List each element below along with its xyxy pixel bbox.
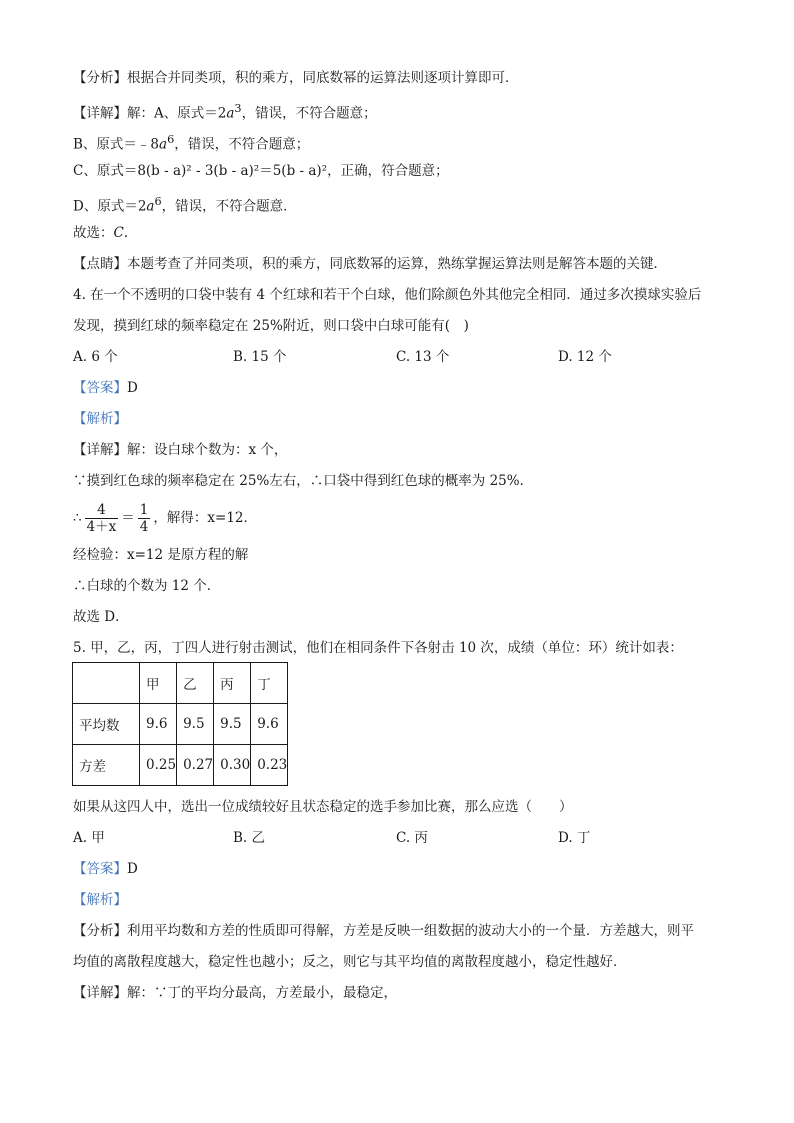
analysis-tag: 【分析】: [73, 70, 127, 86]
analysis-line: [73, 68, 519, 88]
table-cell: 0.25: [140, 745, 177, 786]
q5-detail-line: 【详解】解：∵丁的平均分最高，方差最小，最稳定，: [73, 985, 397, 1001]
q4-detail-line1: 【详解】解：设白球个数为：x 个，: [73, 442, 288, 458]
q5-analysis-line1: 【分析】利用平均数和方差的性质即可得解，方差是反映一组数据的波动大小的一个量．方差越大，则平: [73, 923, 694, 939]
table-cell: 0.23: [251, 745, 288, 786]
q4-option-c: C. 13 个: [396, 349, 450, 365]
q4-explain-tag: 【解析】: [73, 411, 127, 427]
q4-detail-line2: ∵摸到红色球的频率稳定在 25%左右，∴口袋中得到红色球的概率为 25%．: [73, 473, 534, 489]
q4-answer-line: [73, 378, 138, 398]
fraction-left: $\frac{4}{4+x}$: [86, 502, 117, 535]
q4-option-d: D. 12 个: [558, 349, 612, 365]
q4-answer-tag: 【答案】: [73, 380, 127, 396]
table-header-cell: 丙: [214, 663, 251, 704]
q5-option-d: D. 丁: [558, 830, 591, 846]
detail-line-b: B、原式$=﹣8a^6$，错误，不符合题意；: [73, 133, 310, 153]
table-header-cell: 甲: [140, 663, 177, 704]
q4-answer: D: [127, 380, 138, 396]
table-header-row: [73, 663, 288, 704]
table-cell: 0.27: [177, 745, 214, 786]
table-row-label: 平均数: [73, 704, 140, 745]
table-header-cell: 乙: [177, 663, 214, 704]
q5-analysis-line2: 均值的离散程度越大，稳定性也越小；反之，则它与其平均值的离散程度越小，稳定性越好．: [73, 954, 627, 970]
q5-question: 如果从这四人中，选出一位成绩较好且状态稳定的选手参加比赛，那么应选（ ）: [73, 799, 573, 815]
q5-explain-tag: 【解析】: [73, 892, 127, 908]
comment-tag: 【点睛】: [73, 256, 127, 272]
table-row: [73, 704, 288, 745]
table-header-cell: 丁: [251, 663, 288, 704]
table-row: [73, 745, 288, 786]
detail-tag: 【详解】: [73, 105, 127, 122]
choose-line: 故选：C．: [73, 225, 138, 241]
detail-line-c: C、原式＝8(b - a)² - 3(b - a)²＝5(b - a)²，正确，符合题意；: [73, 163, 449, 179]
table-cell: 9.5: [177, 704, 214, 745]
detail-line-d: D、原式$=2a^6$，错误，不符合题意．: [73, 195, 297, 215]
q4-equation: ∴ $\frac{4}{4+x}$ ＝ $\frac{1}{4}$ ，解得：x=12．: [73, 502, 257, 535]
q4-detail-line5: ∴白球的个数为 12 个．: [73, 578, 221, 594]
q4-detail-line4: 经检验：x=12 是原方程的解: [73, 547, 249, 563]
fraction-right: $\frac{1}{4}$: [139, 502, 149, 535]
analysis-text: 根据合并同类项，积的乘方，同底数幂的运算法则逐项计算即可．: [127, 70, 519, 86]
q5-option-b: B. 乙: [233, 830, 266, 846]
q4-stem-line1: 4. 在一个不透明的口袋中装有 4 个红球和若干个白球，他们除颜色外其他完全相同．通过多次摸球实验后: [73, 287, 702, 303]
q5-answer: D: [127, 861, 138, 877]
q4-option-a: A. 6 个: [73, 349, 118, 365]
comment-text: 本题考查了并同类项，积的乘方，同底数幂的运算，熟练掌握运算法则是解答本题的关键．: [127, 256, 667, 272]
comment-line: [73, 254, 667, 274]
table-cell: 9.5: [214, 704, 251, 745]
q5-answer-line: [73, 859, 138, 879]
q4-detail-line6: 故选 D．: [73, 609, 129, 625]
q5-option-a: A. 甲: [73, 830, 105, 846]
table-cell: [73, 663, 140, 704]
score-table: [72, 662, 288, 786]
table-cell: 9.6: [251, 704, 288, 745]
detail-line-a: 【详解】解：A、原式$=2a^3$，错误，不符合题意；: [73, 102, 377, 122]
q5-answer-tag: 【答案】: [73, 861, 127, 877]
table-cell: 0.30: [214, 745, 251, 786]
q4-stem-line2: 发现，摸到红球的频率稳定在 25%附近，则口袋中白球可能有( ): [73, 318, 469, 334]
table-cell: 9.6: [140, 704, 177, 745]
q4-option-b: B. 15 个: [233, 349, 287, 365]
q5-stem: 5. 甲，乙，丙，丁四人进行射击测试，他们在相同条件下各射击 10 次，成绩（单位：环）统计如表：: [73, 640, 683, 656]
table-row-label: 方差: [73, 745, 140, 786]
q5-option-c: C. 丙: [396, 830, 428, 846]
